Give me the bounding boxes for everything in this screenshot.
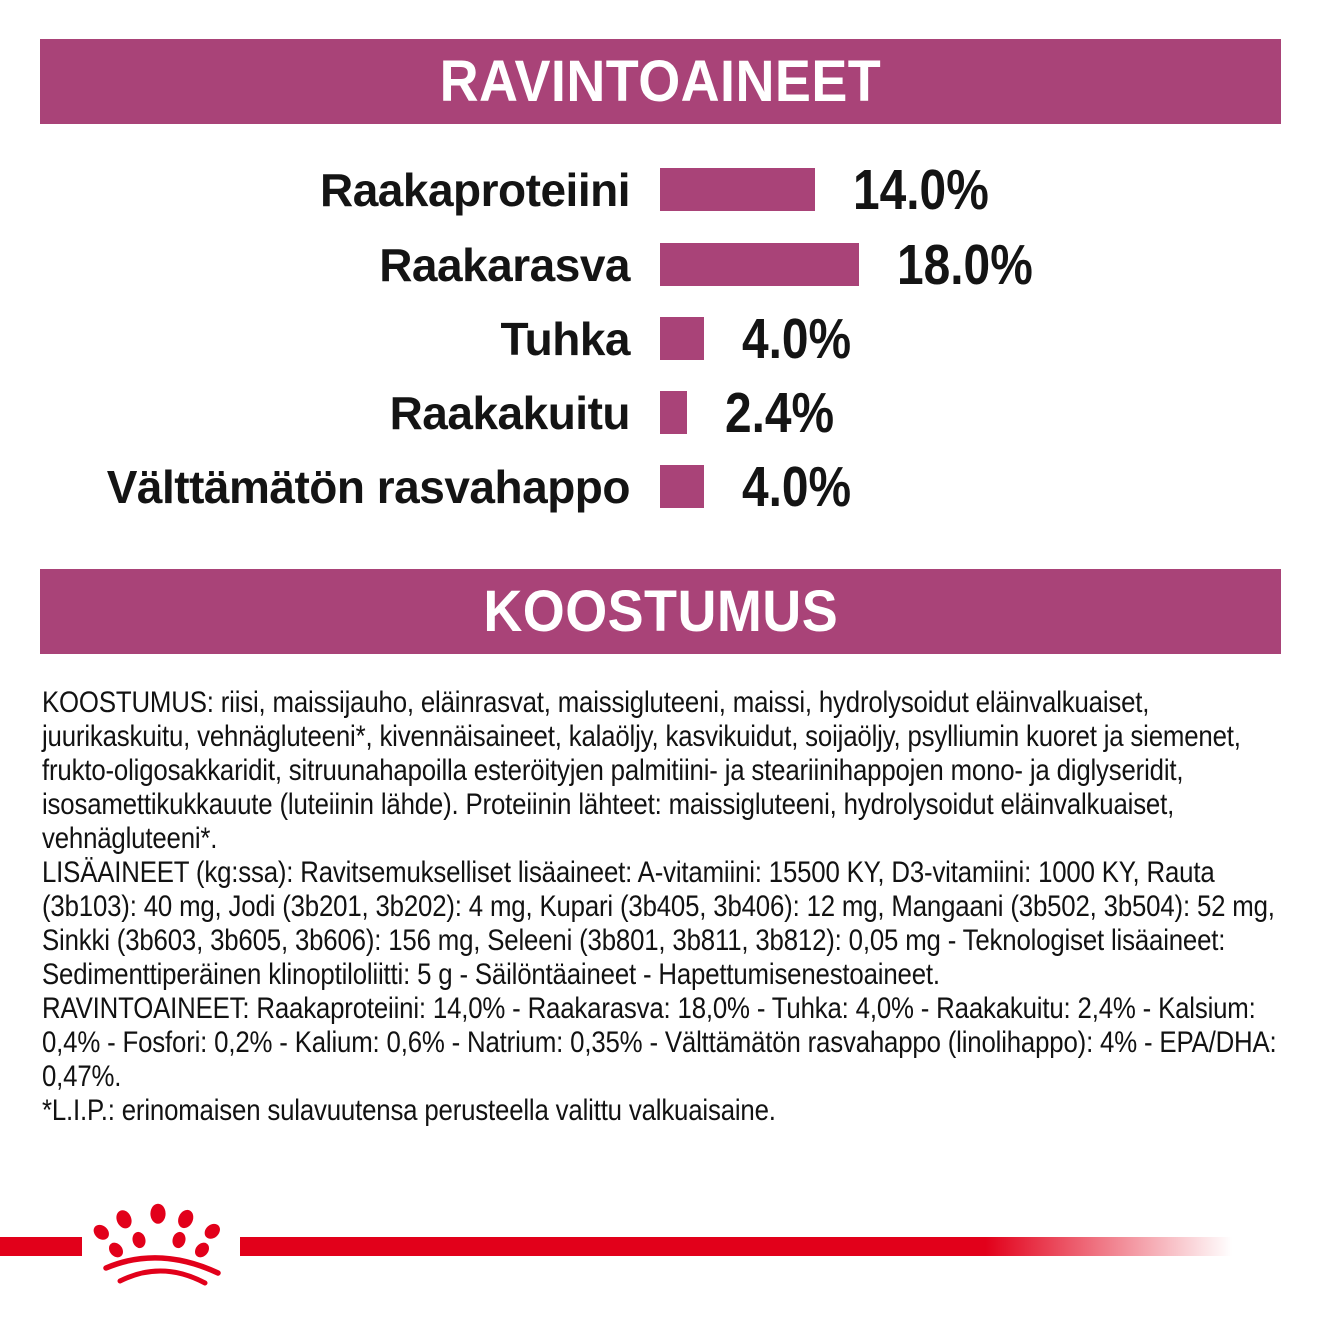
royal-canin-crown-icon [82, 1196, 240, 1298]
chart-bar [660, 391, 687, 434]
chart-bar [660, 465, 704, 508]
body-paragraph: LISÄAINEET (kg:ssa): Ravitsemukselliset lisäaineet: A-vitamiini: 15500 KY, D3-vitamiini: 1000 KY, Rauta (3b103): 40 mg, Jodi (3b201, 3b202): 4 mg, Kupari (3b405, 3b406): 12 mg, Mangaani (3b502, 3b504): 52 mg, Sinkki (3b603, 3b605, 3b606): 156 mg, Seleeni (3b801, 3b811, 3b812): 0,05 mg - Teknologiset lisäaineet: Sedimenttiperäinen klinoptiloliitti: 5 g - Säilöntäaineet - Hapettumisenestoaineet. [42, 856, 1275, 991]
nutrients-header-title: RAVINTOAINEET [439, 49, 882, 114]
nutrients-section-header [40, 39, 1281, 124]
royal-canin-logo-box [82, 1196, 240, 1298]
chart-category-label: Tuhka [500, 312, 630, 365]
composition-text-block [42, 686, 1284, 1128]
body-paragraph: KOOSTUMUS: riisi, maissijauho, eläinrasvat, maissigluteeni, maissi, hydrolysoidut eläinvalkuaiset, juurikaskuitu, vehnägluteeni*, kivennäisaineet, kalaöljy, kasvikuidut, soijaöljy, psylliumin kuoret ja siemenet, frukto-oligosakkaridit, sitruunahapoilla esteröityjen palmitiini- ja steariinihappojen mono- ja diglyseridit, isosamettikukkauute (luteiinin lähde). Proteiinin lähteet: maissigluteeni, hydrolysoidut eläinvalkuaiset, vehnägluteeni*. [42, 686, 1241, 855]
chart-value-label: 14.0% [853, 157, 989, 222]
chart-category-label: Raakakuitu [389, 386, 630, 439]
chart-bar [660, 243, 859, 286]
chart-value-label: 4.0% [742, 306, 852, 371]
crown-arcs [106, 1258, 218, 1283]
composition-section-header [40, 569, 1281, 654]
chart-bar [660, 168, 815, 211]
chart-row [0, 306, 872, 371]
chart-row [0, 454, 872, 519]
chart-value-label: 18.0% [897, 232, 1033, 297]
body-paragraph: RAVINTOAINEET: Raakaproteiini: 14,0% - Raakarasva: 18,0% - Tuhka: 4,0% - Raakakuitu: 2,4% - Kalsium: 0,4% - Fosfori: 0,2% - Kalium: 0,6% - Natrium: 0,35% - Välttämätön rasvahappo (linolihappo): 4% - EPA/DHA: 0,47%. [42, 992, 1277, 1093]
chart-category-label: Raakaproteiini [320, 163, 630, 216]
chart-row [0, 380, 855, 445]
composition-header-title: KOOSTUMUS [483, 579, 838, 644]
chart-row [0, 157, 1015, 222]
chart-category-label: Välttämätön rasvahappo [106, 460, 630, 513]
chart-category-label: Raakarasva [379, 238, 630, 291]
body-paragraph: *L.I.P.: erinomaisen sulavuutensa perusteella valittu valkuaisaine. [42, 1094, 776, 1127]
chart-bar [660, 317, 704, 360]
chart-value-label: 4.0% [742, 454, 852, 519]
chart-row [0, 232, 1059, 297]
chart-value-label: 2.4% [725, 380, 835, 445]
crown-dots [91, 1204, 223, 1260]
